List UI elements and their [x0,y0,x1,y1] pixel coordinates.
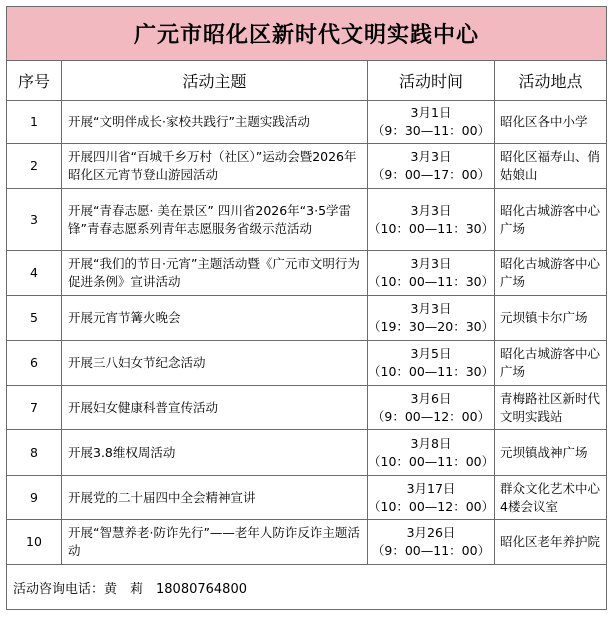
row-number: 7 [7,386,62,430]
row-hours: （10：00—11：00） [368,453,495,469]
row-time [368,251,495,296]
row-number: 6 [7,341,62,386]
header-place: 活动地点 [495,61,607,101]
row-number: 3 [7,189,62,251]
table-row [7,251,607,296]
row-place: 昭化区老年养护院 [495,520,607,565]
row-time [368,476,495,520]
row-date: 3月8日 [410,435,452,451]
activity-table [6,6,607,610]
table-row [7,341,607,386]
table-row [7,189,607,251]
row-date: 3月3日 [410,256,452,271]
consultation-phone: 活动咨询电话：黄 莉 18080764800 [7,565,607,610]
row-topic: 开展妇女健康科普宣传活动 [62,386,368,430]
table-row [7,144,607,189]
row-hours: （10：00—11：30） [368,220,495,236]
table-row [7,101,607,144]
row-hours: （9：00—17：00） [371,167,491,182]
row-topic: 开展三八妇女节纪念活动 [62,341,368,386]
row-time [368,189,495,251]
row-date: 3月6日 [410,390,452,406]
row-hours: （19：30—20：30） [368,319,495,334]
row-number: 9 [7,476,62,520]
row-time [368,386,495,430]
row-place: 昭化区各中小学 [495,101,607,144]
row-number: 8 [7,430,62,476]
table-row [7,430,607,476]
row-place: 昭化古城游客中心广场 [495,341,607,386]
row-hours: （9：30—11：00） [371,123,491,138]
row-number: 4 [7,251,62,296]
row-time [368,144,495,189]
table-row [7,296,607,341]
row-date: 3月5日 [410,346,452,361]
table-row [7,476,607,520]
row-topic: 开展“青春志愿· 美在景区” 四川省2026年“3·5学雷锋”青春志愿系列青年志愿服务省级示范活动 [62,189,368,251]
row-topic: 开展3.8维权周活动 [62,430,368,476]
table-title: 广元市昭化区新时代文明实践中心 [7,7,607,61]
row-topic: 开展四川省“百城千乡万村（社区）”运动会暨2026年昭化区元宵节登山游园活动 [62,144,368,189]
row-hours: （9：00—11：00） [371,543,491,558]
row-topic: 开展党的二十届四中全会精神宣讲 [62,476,368,520]
row-time [368,341,495,386]
row-place: 昭化区福寿山、俏姑娘山 [495,144,607,189]
row-place: 青梅路社区新时代文明实践站 [495,386,607,430]
row-place: 昭化古城游客中心广场 [495,189,607,251]
row-number: 10 [7,520,62,565]
row-hours: （10：00—12：00） [368,498,495,514]
row-date: 3月1日 [410,105,452,120]
row-place: 群众文化艺术中心4楼会议室 [495,476,607,520]
table-header-row [7,61,607,101]
row-place: 元坝镇卡尔广场 [495,296,607,341]
table-row [7,520,607,565]
row-place: 元坝镇战神广场 [495,430,607,476]
row-number: 1 [7,101,62,144]
header-time: 活动时间 [368,61,495,101]
row-topic: 开展元宵节篝火晚会 [62,296,368,341]
row-date: 3月17日 [406,480,456,496]
row-date: 3月26日 [406,525,456,540]
table-row [7,386,607,430]
row-place: 昭化古城游客中心广场 [495,251,607,296]
activity-schedule-sheet [6,6,606,610]
row-time [368,430,495,476]
row-time [368,520,495,565]
row-topic: 开展“文明伴成长·家校共践行”主题实践活动 [62,101,368,144]
row-date: 3月3日 [410,149,452,164]
row-date: 3月3日 [410,301,452,316]
header-topic: 活动主题 [62,61,368,101]
row-hours: （9：00—12：00） [371,408,491,424]
row-number: 2 [7,144,62,189]
header-no: 序号 [7,61,62,101]
row-topic: 开展“我们的节日·元宵”主题活动暨《广元市文明行为促进条例》宣讲活动 [62,251,368,296]
row-number: 5 [7,296,62,341]
row-hours: （10：00—11：30） [368,274,495,289]
row-time [368,101,495,144]
row-time [368,296,495,341]
row-topic: 开展“智慧养老·防诈先行”——老年人防诈反诈主题活动 [62,520,368,565]
row-date: 3月3日 [410,202,452,218]
row-hours: （10：00—11：30） [368,364,495,379]
